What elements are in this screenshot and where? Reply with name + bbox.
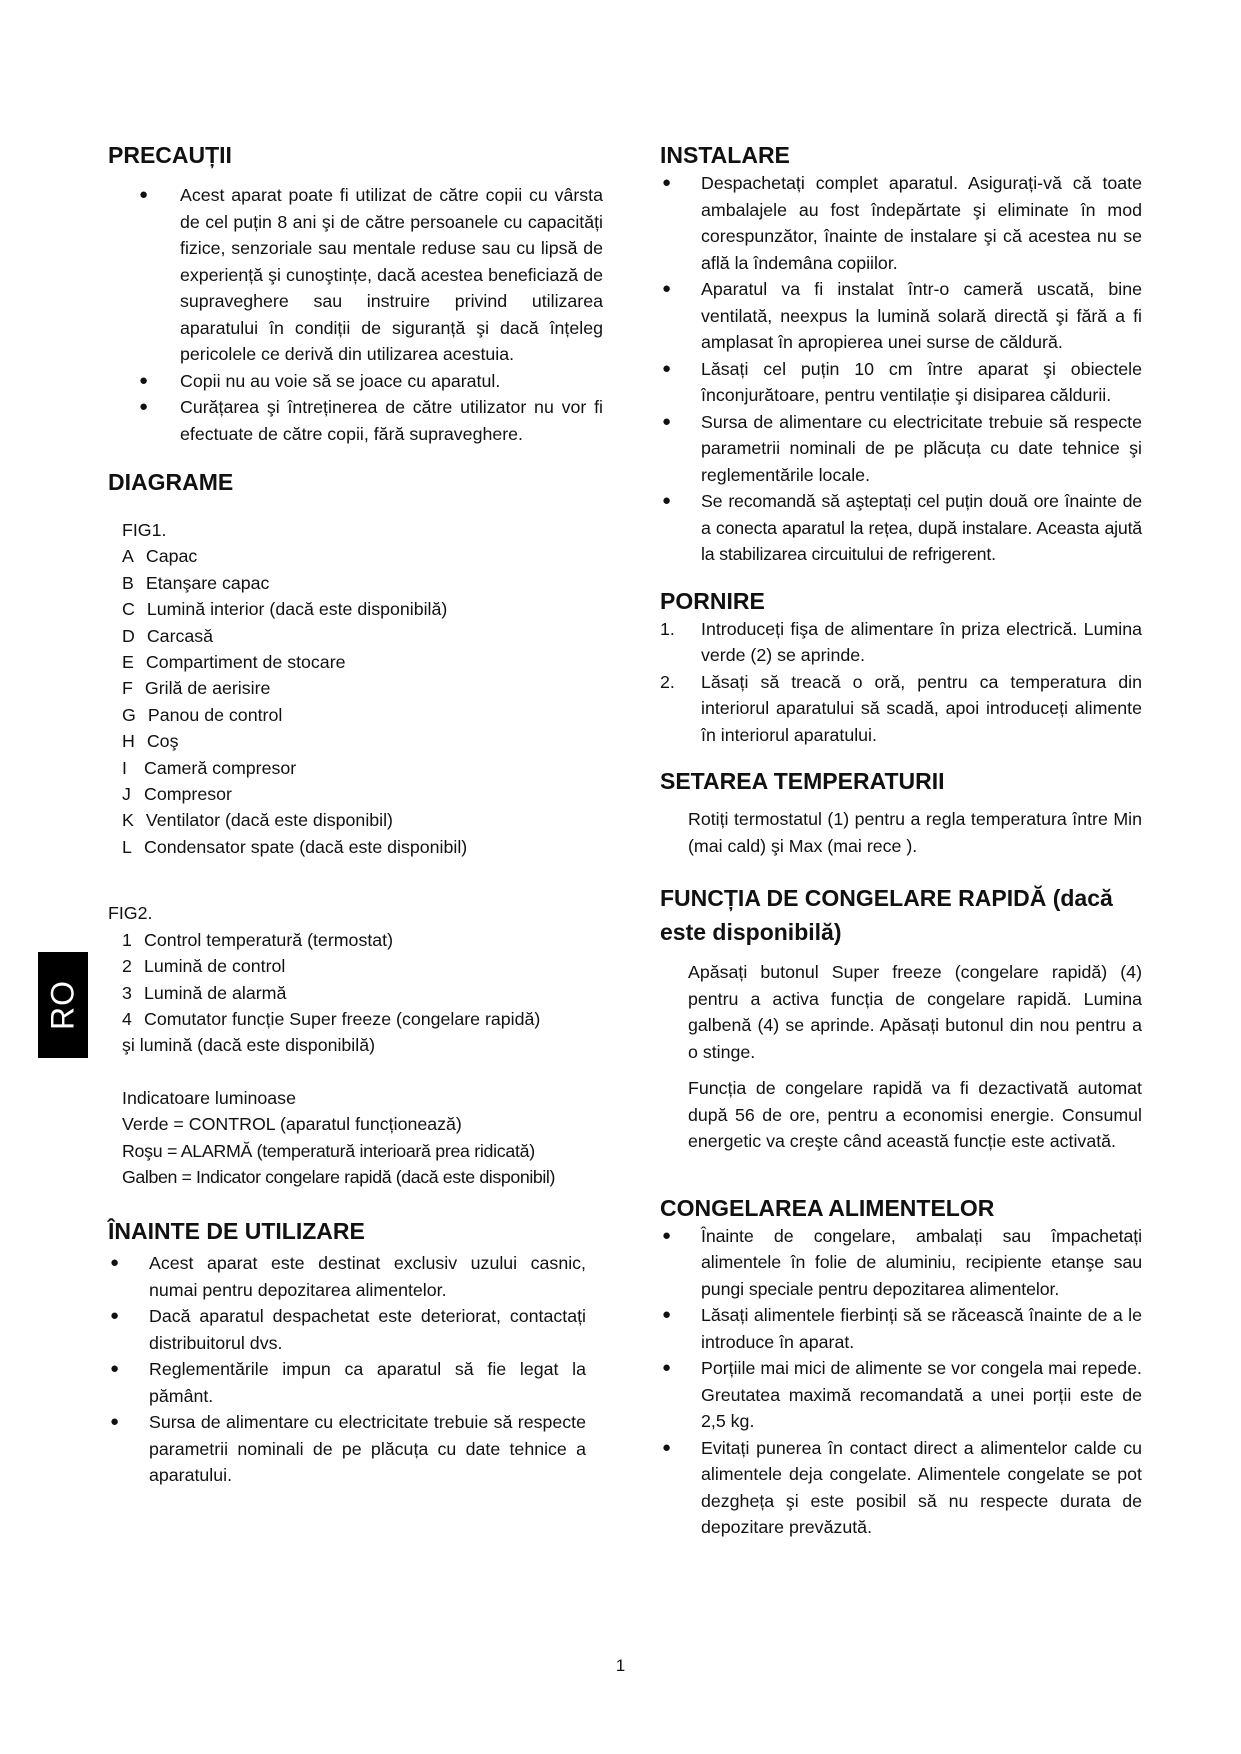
legend-value: Coş: [146, 731, 179, 752]
legend-value: Compartiment de stocare: [145, 652, 346, 673]
freezing-list: [660, 1223, 1142, 1541]
temperature-text: Rotiți termostatul (1) pentru a regla temperatura între Min (mai cald) şi Max (mai rece ).: [688, 809, 1142, 856]
legend-row: [122, 834, 603, 860]
list-item: 2. Lăsați să treacă o oră, pentru ca temperatura din interiorul aparatului să scadă, apoi introduceți alimente în interiorul aparatului.: [660, 671, 1142, 745]
legend-row: [122, 980, 603, 1006]
legend-value: Compresor: [144, 784, 232, 805]
list-item: ● Se recomandă să aşteptați cel puțin două ore înainte de a conecta aparatul la rețea, după instalare. Aceasta ajută la stabilizarea circuitului de refrigerent.: [660, 488, 1142, 568]
list-item: ● Acest aparat este destinat exclusiv uzului casnic, numai pentru depozitarea alimentelor.: [108, 1250, 586, 1303]
list-item: ● Aparatul va fi instalat într-o cameră uscată, bine ventilată, neexpus la lumină solară directă şi fără a fi amplasat în apropierea unei surse de căldură.: [660, 276, 1142, 356]
legend-value: Cameră compresor: [144, 757, 297, 778]
quick-freeze-para2: Funcția de congelare rapidă va fi dezactivată automat după 56 de ore, pentru a economisi energie. Consumul energetic va creşte când această funcție este activată.: [688, 1078, 1142, 1151]
freezing-title: CONGELAREA ALIMENTELOR: [660, 1194, 995, 1221]
quick-freeze-para1: Apăsați butonul Super freeze (congelare rapidă) (4) pentru a activa funcția de congelare rapidă. Lumina galbenă (4) se aprinde. Apăsați butonul din nou pentru a o stinge.: [688, 962, 1142, 1062]
legend-row: [122, 675, 603, 701]
language-tab-label: RO: [44, 980, 81, 1030]
bullet-icon: ●: [662, 359, 672, 377]
legend-key: F: [122, 678, 133, 699]
legend-value: Carcasă: [146, 625, 214, 646]
legend-key: I: [122, 757, 127, 778]
bullet-icon: ●: [662, 1359, 672, 1376]
bullet-icon: ●: [662, 280, 672, 297]
legend-value: Lumină interior (dacă este disponibilă): [146, 599, 448, 620]
bullet-icon: ●: [662, 412, 672, 430]
list-item: ● Porțiile mai mici de alimente se vor congela mai repede. Greutatea maximă recomandată a unei porții este de 2,5 kg.: [660, 1355, 1142, 1435]
legend-key: 4: [122, 1009, 132, 1029]
fig2-label: FIG2.: [108, 903, 153, 924]
installation-title: INSTALARE: [660, 142, 790, 168]
legend-key: G: [122, 704, 136, 725]
list-item: ● Sursa de alimentare cu electricitate trebuie să respecte parametrii nominali de pe plăcuța cu date tehnice şi reglementările locale.: [660, 409, 1142, 489]
list-item: ● Lăsați alimentele fierbinți să se răcească înainte de a le introduce în aparat.: [660, 1302, 1142, 1355]
list-item: ● Curățarea şi întreținerea de către utilizator nu vor fi efectuate de către copii, fără supraveghere.: [108, 394, 603, 447]
bullet-icon: ●: [110, 1254, 120, 1272]
legend-row: [122, 702, 603, 728]
page-number: 1: [615, 1656, 626, 1675]
legend-key: H: [122, 731, 135, 752]
installation-list: [660, 170, 1142, 568]
legend-row: [122, 781, 603, 807]
temperature-title: SETAREA TEMPERATURII: [660, 768, 945, 794]
legend-key: A: [122, 546, 134, 567]
list-item: ● Despachetați complet aparatul. Asigurați-vă că toate ambalajele au fost îndepărtate şi eliminate în mod corespunzător, înainte de instalare şi că acestea nu se află la îndemâna copiilor.: [660, 170, 1142, 276]
legend-key: E: [122, 652, 134, 673]
legend-key: L: [122, 836, 132, 857]
bullet-icon: ●: [139, 186, 149, 203]
before-use-list: [108, 1250, 586, 1489]
fig1-label: FIG1.: [122, 520, 167, 540]
legend-key: C: [122, 599, 135, 620]
fig2-block: [108, 927, 603, 1191]
bullet-icon: ●: [110, 1360, 120, 1378]
left-column: [108, 140, 603, 1489]
legend-value: Lumină de alarmă: [144, 982, 287, 1003]
legend-row: [122, 596, 603, 622]
legend-row: [122, 543, 603, 569]
precautions-list: [108, 182, 603, 447]
language-tab: [38, 952, 88, 1058]
legend-row: [122, 807, 603, 833]
legend-value: Grilă de aerisire: [144, 678, 271, 699]
bullet-icon: ●: [662, 174, 672, 191]
list-item: ● Dacă aparatul despachetat este deteriorat, contactați distribuitorul dvs.: [108, 1303, 586, 1356]
list-item: ● Reglementările impun ca aparatul să fie legat la pământ.: [108, 1356, 586, 1409]
legend-value: Capac: [145, 546, 198, 567]
legend-row: [122, 755, 603, 781]
startup-title: PORNIRE: [660, 587, 765, 614]
right-column: [660, 140, 1142, 1541]
diagrams-title: DIAGRAME: [108, 469, 234, 495]
legend-row: [122, 649, 603, 675]
legend-key: 1: [122, 929, 132, 950]
indicator-green: Verde = CONTROL (aparatul funcționează): [122, 1114, 462, 1135]
bullet-icon: ●: [139, 398, 149, 415]
legend-row: [122, 953, 603, 979]
indicator-red: Roşu = ALARMĂ (temperatură interioară prea ridicată): [122, 1140, 535, 1161]
legend-key: 3: [122, 982, 132, 1003]
legend-key: K: [122, 810, 134, 831]
legend-key: J: [122, 784, 131, 805]
legend-value: Control temperatură (termostat): [144, 929, 394, 950]
legend-key: D: [122, 625, 135, 646]
list-item: ● Acest aparat poate fi utilizat de către copii cu vârsta de cel puțin 8 ani şi de către persoanele cu capacități fizice, senzoriale sau mentale reduse sau cu lipsă de experiență şi cunoştințe, dacă acestea beneficiază de supraveghere sau instruire privind utilizarea aparatului în condiții de siguranță şi dacă înțeleg pericolele ce derivă din utilizarea acestuia.: [108, 182, 603, 368]
legend-row: [122, 623, 603, 649]
before-use-title: ÎNAINTE DE UTILIZARE: [108, 1218, 365, 1245]
indicators-title: Indicatoare luminoase: [122, 1087, 296, 1108]
bullet-icon: ●: [662, 1438, 672, 1456]
legend-row: [122, 728, 603, 754]
bullet-icon: ●: [110, 1413, 120, 1431]
legend-row: [122, 1006, 603, 1032]
fig2-continuation: şi lumină (dacă este disponibilă): [122, 1035, 376, 1056]
bullet-icon: ●: [139, 371, 149, 389]
list-item: 1. Introduceți fişa de alimentare în priza electrică. Lumina verde (2) se aprinde.: [660, 618, 1142, 665]
bullet-icon: ●: [110, 1307, 120, 1325]
startup-list: [660, 616, 1142, 749]
legend-key: 2: [122, 956, 132, 977]
bullet-icon: ●: [662, 1226, 671, 1244]
fig1-block: [108, 517, 603, 860]
list-item: ● Sursa de alimentare cu electricitate trebuie să respecte parametrii nominali de pe plăcuța cu date tehnice a aparatului.: [108, 1409, 586, 1489]
list-item: ● Înainte de congelare, ambalați sau împachetați alimentele în folie de aluminiu, recipiente etanşe sau pungi speciale pentru depozitarea alimentelor.: [660, 1223, 1142, 1303]
legend-value: Ventilator (dacă este disponibil): [145, 810, 393, 831]
legend-value: Condensator spate (dacă este disponibil): [144, 836, 468, 857]
list-item: ● Copii nu au voie să se joace cu aparatul.: [108, 368, 603, 395]
legend-value: Lumină de control: [144, 956, 286, 977]
legend-value: Etanşare capac: [145, 572, 270, 593]
legend-value: Panou de control: [147, 704, 283, 725]
list-item: ● Lăsați cel puțin 10 cm între aparat şi obiectele înconjurătoare, pentru ventilație şi disiparea căldurii.: [660, 356, 1142, 409]
bullet-icon: ●: [662, 1306, 672, 1323]
bullet-icon: ●: [662, 492, 671, 509]
indicator-yellow: Galben = Indicator congelare rapidă (dacă este disponibil): [122, 1167, 555, 1188]
legend-row: [122, 570, 603, 596]
list-item: ● Evitați punerea în contact direct a alimentelor calde cu alimentele deja congelate. Alimentele congelate se pot dezgheța şi este posibil să nu respecte durata de depozitare prevăzută.: [660, 1435, 1142, 1541]
precautions-title: PRECAUȚII: [108, 142, 232, 168]
legend-value: Comutator funcție Super freeze (congelare rapidă): [144, 1009, 541, 1029]
quick-freeze-title: FUNCȚIA DE CONGELARE RAPIDĂ (dacă este disponibilă): [660, 885, 1113, 945]
legend-key: B: [122, 572, 134, 593]
legend-row: [122, 927, 603, 953]
